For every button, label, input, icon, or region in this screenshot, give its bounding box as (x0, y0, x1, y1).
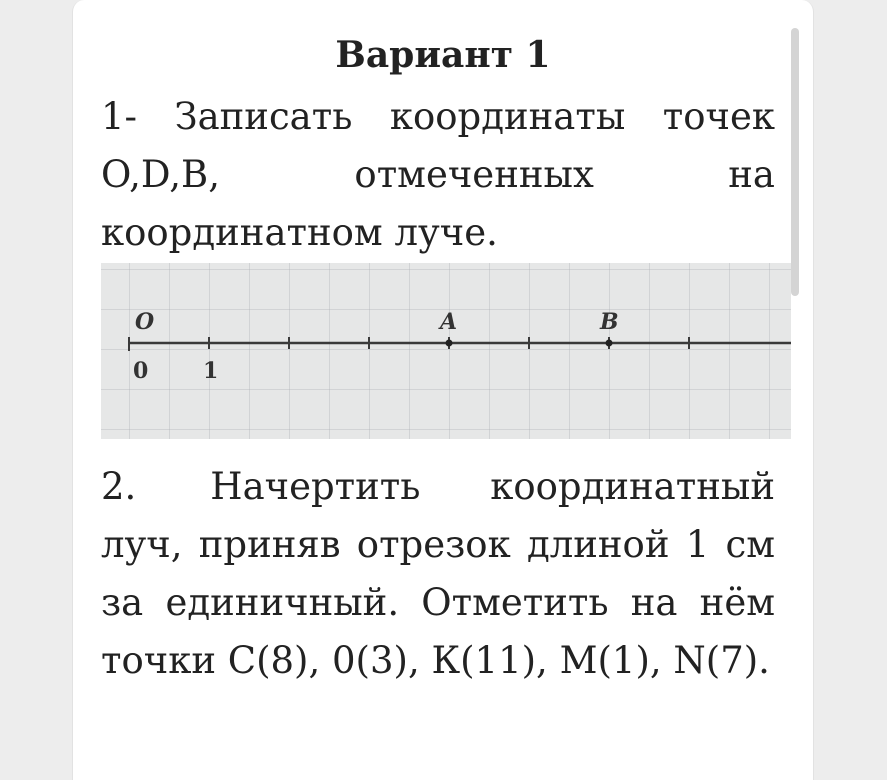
point-b-dot (606, 340, 613, 347)
tick-label-one: 1 (203, 358, 219, 384)
task-1-text: 1- Записать координаты точек O,D,B, отмеченных на координатном луче. (101, 95, 775, 254)
variant-title: Вариант 1 (335, 34, 551, 76)
task-2-text: 2. Начертить координатный луч, приняв отрезок длиной 1 см за единичный. Отметить на нём точки C(8), 0(3), К(11), М(1), N(7). (101, 465, 775, 682)
origin-label: O (135, 309, 155, 335)
point-a-dot (446, 340, 453, 347)
tick-label-zero: 0 (133, 358, 149, 384)
point-b-label: B (600, 309, 619, 335)
point-a-label: A (440, 309, 458, 335)
coordinate-ray-svg (101, 263, 791, 439)
coordinate-ray-figure (101, 263, 791, 439)
